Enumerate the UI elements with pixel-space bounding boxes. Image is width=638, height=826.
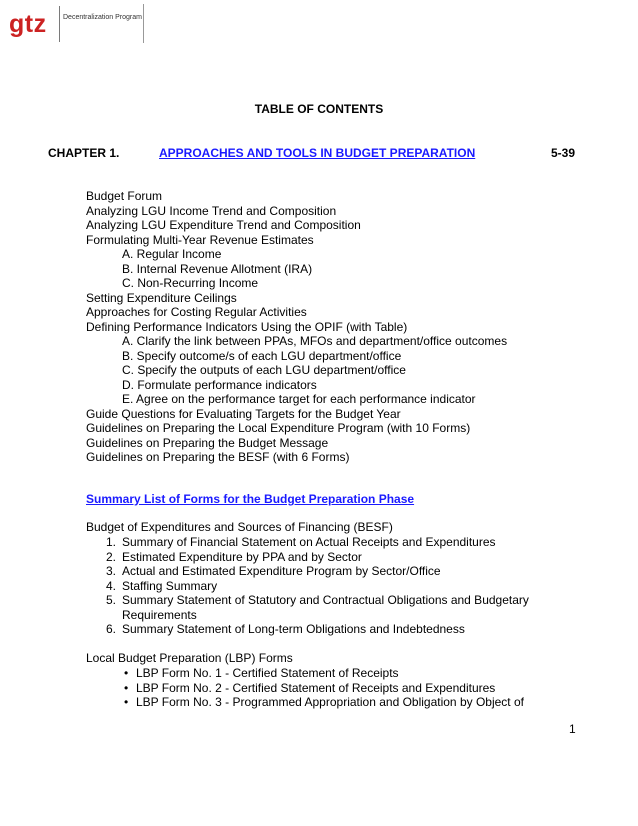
bullet-icon: • bbox=[124, 680, 129, 695]
besf-item-number: 5. bbox=[106, 593, 117, 607]
toc-item: Approaches for Costing Regular Activities bbox=[86, 305, 307, 319]
bullet-icon: • bbox=[124, 666, 129, 680]
toc-item: Guidelines on Preparing the Budget Message bbox=[86, 435, 329, 450]
toc-subitem: D. Formulate performance indicators bbox=[122, 377, 317, 392]
program-name: Decentralization Program bbox=[63, 14, 142, 21]
besf-item-number: 6. bbox=[106, 622, 117, 636]
toc-subitem: B. Internal Revenue Allotment (IRA) bbox=[122, 261, 313, 276]
lbp-item: LBP Form No. 1 - Certified Statement of Receipts bbox=[136, 666, 399, 680]
lbp-heading: Local Budget Preparation (LBP) Forms bbox=[86, 651, 293, 665]
page-number: 1 bbox=[569, 722, 576, 736]
besf-item-number: 3. bbox=[106, 564, 117, 578]
toc-subitem: B. Specify outcome/s of each LGU department/office bbox=[122, 348, 402, 363]
toc-subitem: A. Regular Income bbox=[122, 247, 222, 261]
besf-item-number: 1. bbox=[106, 535, 117, 549]
toc-item: Defining Performance Indicators Using the OPIF (with Table) bbox=[86, 319, 408, 334]
besf-item: Estimated Expenditure by PPA and by Sector bbox=[122, 549, 362, 564]
toc-subitem: C. Specify the outputs of each LGU department/office bbox=[122, 363, 406, 377]
logo-frame-line bbox=[143, 4, 144, 43]
chapter-pages: 5-39 bbox=[551, 146, 576, 160]
lbp-item: LBP Form No. 3 - Programmed Appropriation and Obligation by Object of bbox=[136, 695, 524, 709]
besf-item: Summary of Financial Statement on Actual Receipts and Expenditures bbox=[122, 535, 496, 549]
besf-item: Staffing Summary bbox=[122, 578, 218, 593]
page-title: TABLE OF CONTENTS bbox=[254, 102, 384, 116]
chapter-label: CHAPTER 1. bbox=[48, 146, 120, 160]
toc-item: Guidelines on Preparing the Local Expenditure Program (with 10 Forms) bbox=[86, 421, 471, 435]
besf-item: Summary Statement of Long-term Obligations and Indebtedness bbox=[122, 622, 465, 636]
toc-subitem: C. Non-Recurring Income bbox=[122, 276, 259, 290]
besf-item: Actual and Estimated Expenditure Program by Sector/Office bbox=[122, 564, 441, 578]
toc-item: Setting Expenditure Ceilings bbox=[86, 290, 237, 305]
besf-item-number: 2. bbox=[106, 549, 117, 564]
besf-item: Summary Statement of Statutory and Contractual Obligations and Budgetary bbox=[122, 593, 529, 607]
toc-subitem: E. Agree on the performance target for each performance indicator bbox=[122, 392, 476, 406]
gtz-logo: gtz bbox=[9, 10, 47, 38]
summary-forms-link[interactable]: Summary List of Forms for the Budget Preparation Phase bbox=[86, 492, 415, 506]
toc-item: Analyzing LGU Income Trend and Composition bbox=[86, 203, 337, 218]
besf-item-number: 4. bbox=[106, 578, 117, 593]
bullet-icon: • bbox=[124, 695, 129, 709]
chapter-title-link[interactable]: APPROACHES AND TOOLS IN BUDGET PREPARATION bbox=[159, 146, 476, 160]
lbp-item: LBP Form No. 2 - Certified Statement of Receipts and Expenditures bbox=[136, 680, 496, 695]
toc-item: Formulating Multi-Year Revenue Estimates bbox=[86, 232, 314, 247]
besf-heading: Budget of Expenditures and Sources of Financing (BESF) bbox=[86, 520, 393, 534]
toc-item: Analyzing LGU Expenditure Trend and Composition bbox=[86, 218, 361, 232]
besf-item-continuation: Requirements bbox=[122, 607, 197, 622]
toc-subitem: A. Clarify the link between PPAs, MFOs and department/office outcomes bbox=[122, 334, 508, 348]
toc-item: Guide Questions for Evaluating Targets for the Budget Year bbox=[86, 406, 401, 421]
toc-item: Guidelines on Preparing the BESF (with 6 Forms) bbox=[86, 450, 350, 464]
logo-divider bbox=[59, 6, 60, 42]
toc-item: Budget Forum bbox=[86, 189, 163, 203]
